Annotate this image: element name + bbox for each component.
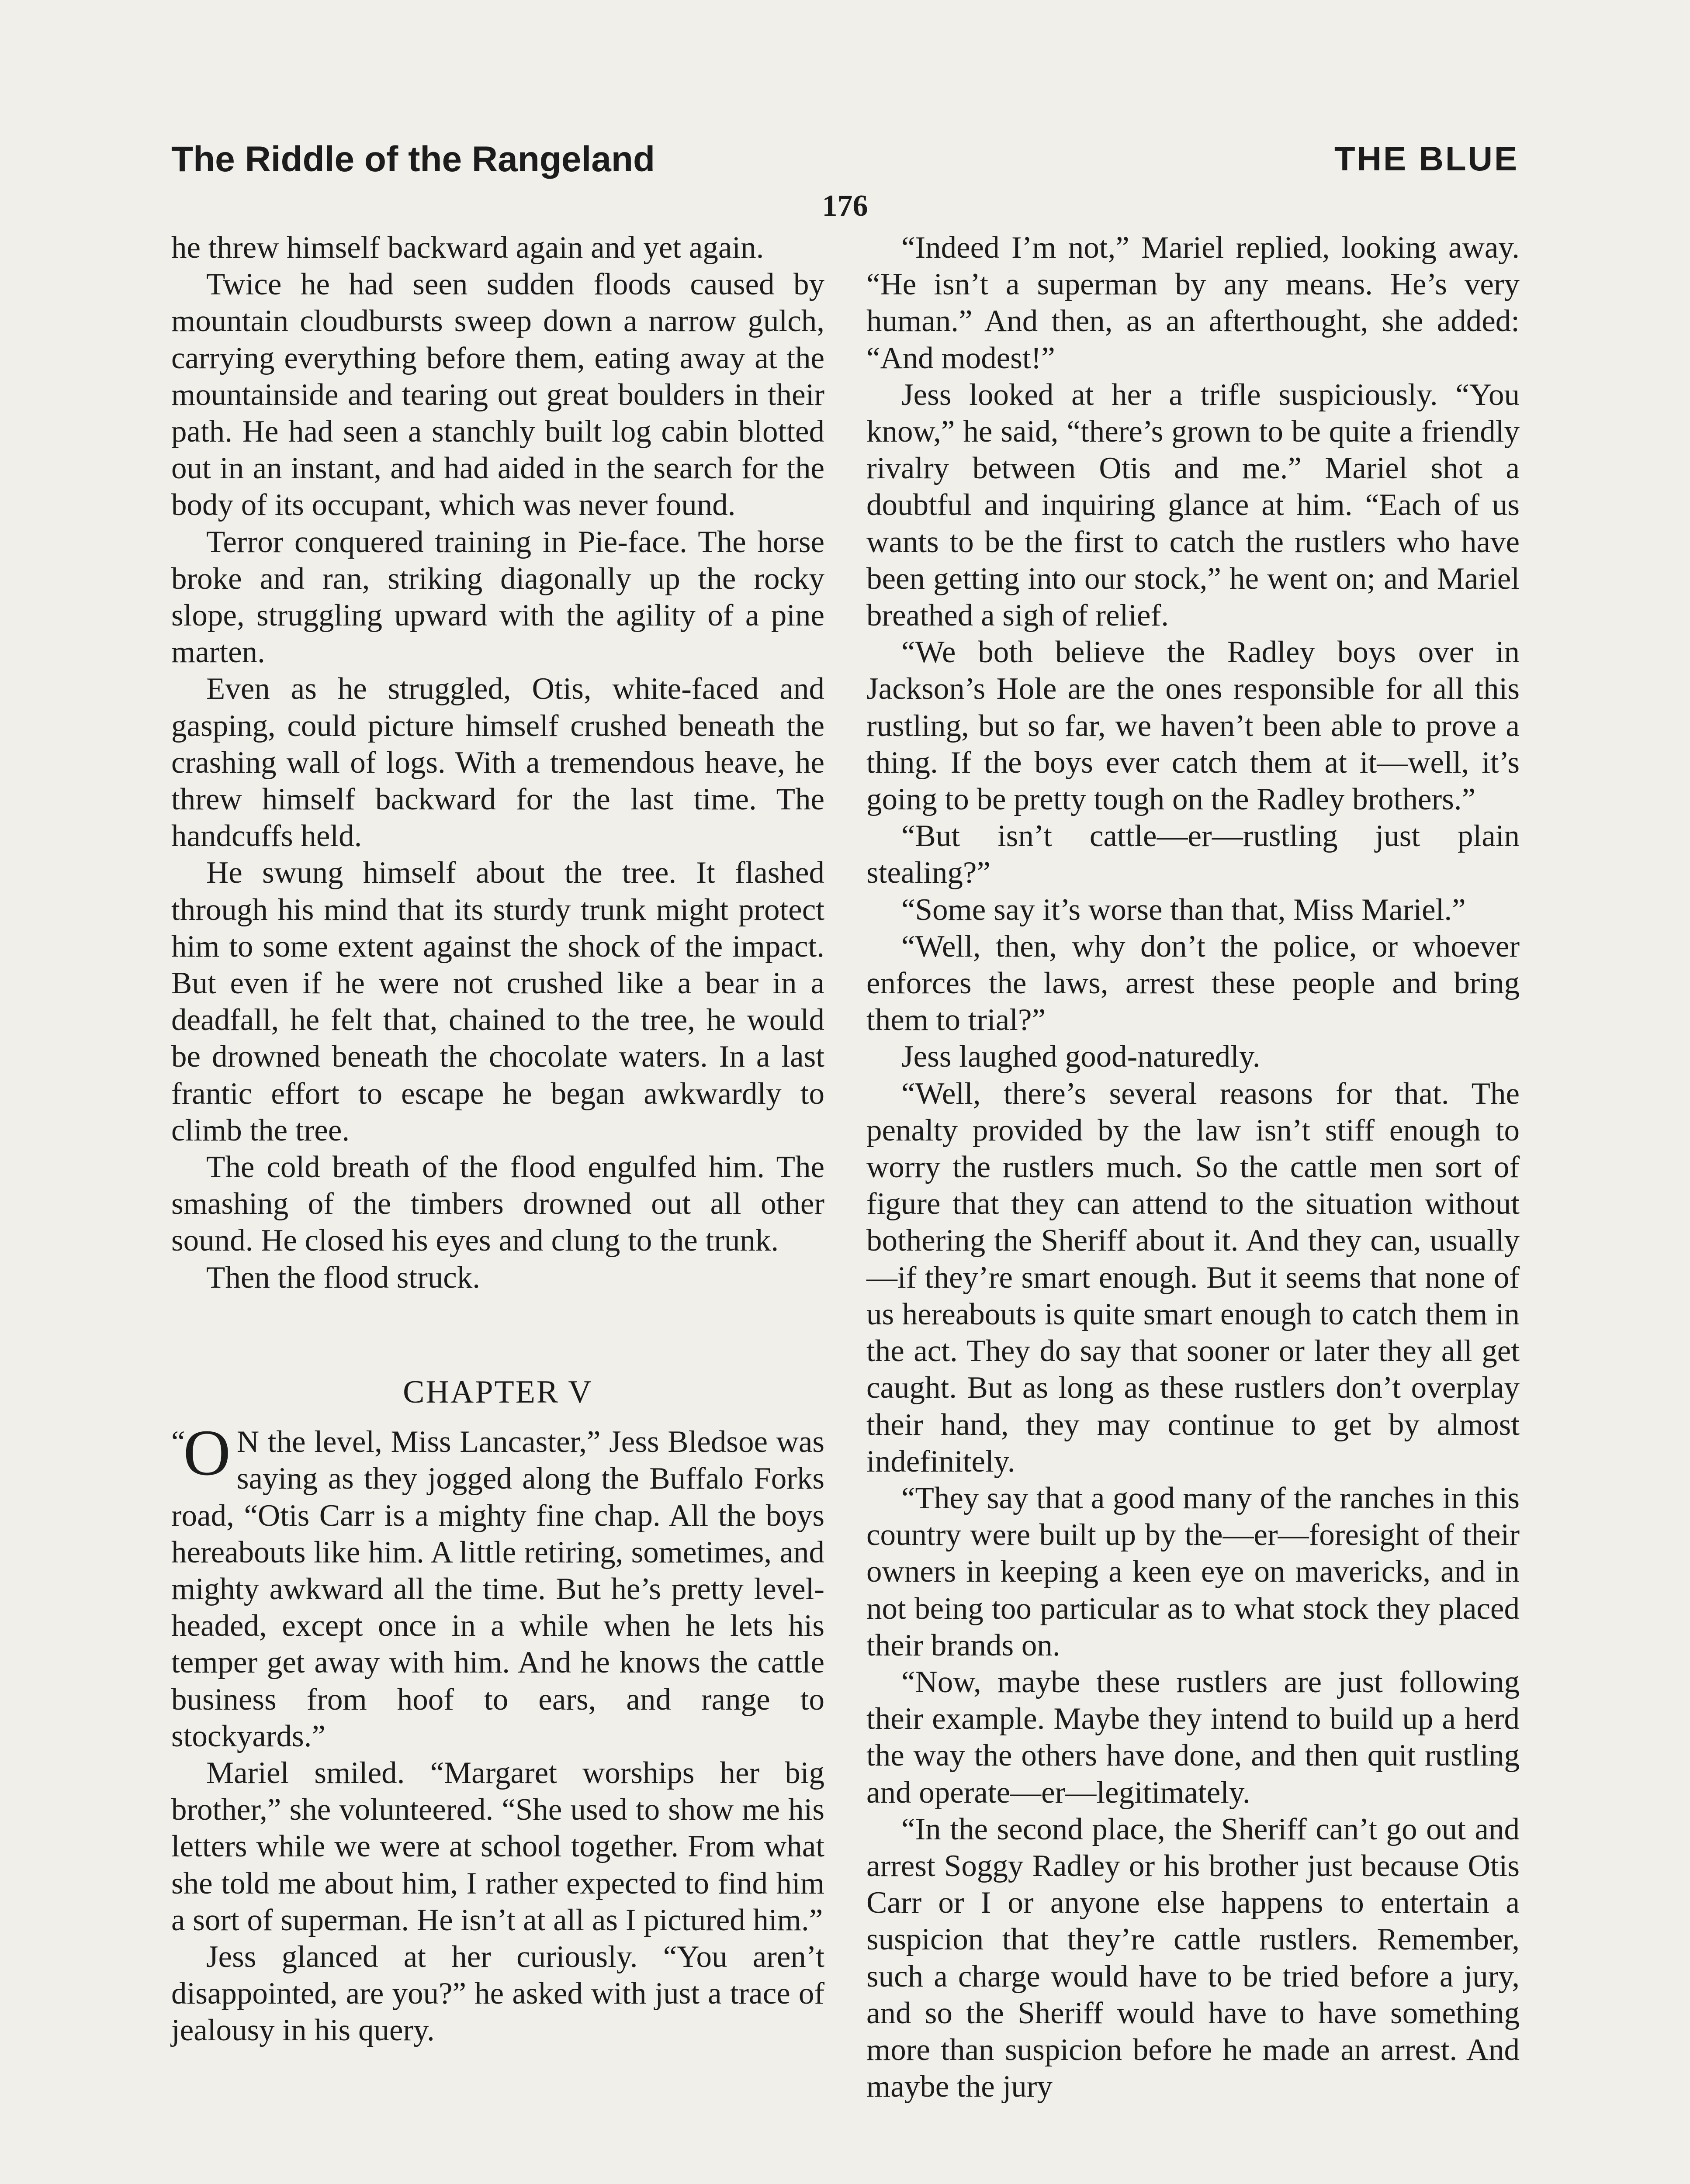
- paragraph: Then the flood struck.: [206, 1260, 481, 1295]
- paragraph: “Indeed I’m not,” Mariel replied, looking away. “He isn’t a superman by any means. He’s very human.” And then, as an afterthought, she added: “And modest!”: [866, 231, 1520, 375]
- paragraph: Mariel smiled. “Margaret worships her big brother,” she volunteered. “She used to show me his letters while we were at school together. From what she told me about him, I rather expected to find him a sort of superman. He isn’t at all as I pictured him.”: [171, 1755, 824, 1937]
- paragraph-text: N the level, Miss Lancaster,” Jess Bledsoe was saying as they jogged along the Buffalo Forks road, “Otis Carr is a mighty fine chap. All the boys hereabouts like him. A little retiring, sometimes, and mighty awkward all the time. But he’s pretty level-headed, except once in a while when he lets his temper get away with him. And he knows the cattle business from hoof to ears, and range to stockyards.”: [171, 1425, 824, 1753]
- paragraph: He swung himself about the tree. It flashed through his mind that its sturdy trunk might protect him to some extent against the shock of the impact. But even if he were not crushed like a bear in a deadfall, he felt that, chained to the tree, he would be drowned beneath the chocolate waters. In a last frantic effort to escape he began awkwardly to climb the tree.: [171, 856, 824, 1147]
- opening-quote: “: [171, 1425, 185, 1459]
- paragraph: “Well, then, why don’t the police, or whoever enforces the laws, arrest these people and bring them to trial?”: [866, 929, 1520, 1037]
- magazine-title: THE BLUE: [1334, 139, 1519, 178]
- paragraph: “Some say it’s worse than that, Miss Mariel.”: [901, 892, 1466, 927]
- drop-cap: O: [183, 1417, 231, 1489]
- paragraph: “Now, maybe these rustlers are just following their example. Maybe they intend to build up a herd the way the others have done, and then quit rustling and operate—er—legitimately.: [866, 1665, 1520, 1810]
- paragraph: he threw himself backward again and yet again.: [171, 231, 764, 265]
- paragraph: Terror conquered training in Pie-face. The horse broke and ran, striking diagonally up the rocky slope, struggling upward with the agility of a pine marten.: [171, 525, 824, 670]
- paragraph: “We both believe the Radley boys over in Jackson’s Hole are the ones responsible for all this rustling, but so far, we haven’t been able to prove a thing. If the boys ever catch them at it—well, it’s going to be pretty tough on the Radley brothers.”: [866, 635, 1520, 817]
- paragraph: The cold breath of the flood engulfed him. The smashing of the timbers drowned out all other sound. He closed his eyes and clung to the trunk.: [171, 1150, 824, 1258]
- chapter-opening-paragraph: [171, 1417, 824, 1755]
- paragraph: Jess looked at her a trifle suspiciously. “You know,” he said, “there’s grown to be quite a friendly rivalry between Otis and me.” Mariel shot a doubtful and inquiring glance at him. “Each of us wants to be the first to catch the rustlers who have been getting into our stock,” he went on; and Mariel breathed a sigh of relief.: [866, 377, 1520, 633]
- left-column: [171, 229, 824, 2049]
- paragraph: Jess glanced at her curiously. “You aren’t disappointed, are you?” he asked with just a trace of jealousy in his query.: [171, 1939, 824, 2048]
- paragraph: “In the second place, the Sheriff can’t go out and arrest Soggy Radley or his brother just because Otis Carr or I or anyone else happens to entertain a suspicion that they’re cattle rustlers. Remember, such a charge would have to be tried before a jury, and so the Sheriff would have to have something more than suspicion before he made an arrest. And maybe the jury: [866, 1812, 1520, 2104]
- page-number: 176: [822, 189, 868, 223]
- chapter-heading: CHAPTER V: [403, 1374, 593, 1410]
- paragraph: “They say that a good many of the ranches in this country were built up by the—er—foresight of their owners in keeping a keen eye on mavericks, and in not being too particular as to what stock they placed their brands on.: [866, 1481, 1520, 1662]
- story-title: The Riddle of the Rangeland: [171, 139, 655, 179]
- paragraph: Jess laughed good-naturedly.: [901, 1040, 1261, 1074]
- running-header: [171, 139, 1519, 187]
- paragraph: Even as he struggled, Otis, white-faced and gasping, could picture himself crushed beneath the crashing wall of logs. With a tremendous heave, he threw himself backward for the last time. The handcuffs held.: [171, 672, 824, 854]
- paragraph: “Well, there’s several reasons for that. The penalty provided by the law isn’t stiff enough to worry the rustlers much. So the cattle men sort of figure that they can attend to the situation without bothering the Sheriff about it. And they can, usually—if they’re smart enough. But it seems that none of us hereabouts is quite smart enough to catch them in the act. They do say that sooner or later they all get caught. But as long as these rustlers don’t overplay their hand, they may continue to get by almost indefinitely.: [866, 1076, 1520, 1479]
- paragraph: Twice he had seen sudden floods caused by mountain cloudbursts sweep down a narrow gulch, carrying everything before them, eating away at the mountainside and tearing out great boulders in their path. He had seen a stanchly built log cabin blotted out in an instant, and had aided in the search for the body of its occupant, which was never found.: [171, 267, 824, 522]
- right-column: [866, 229, 1520, 2105]
- paragraph: “But isn’t cattle—er—rustling just plain stealing?”: [866, 819, 1520, 890]
